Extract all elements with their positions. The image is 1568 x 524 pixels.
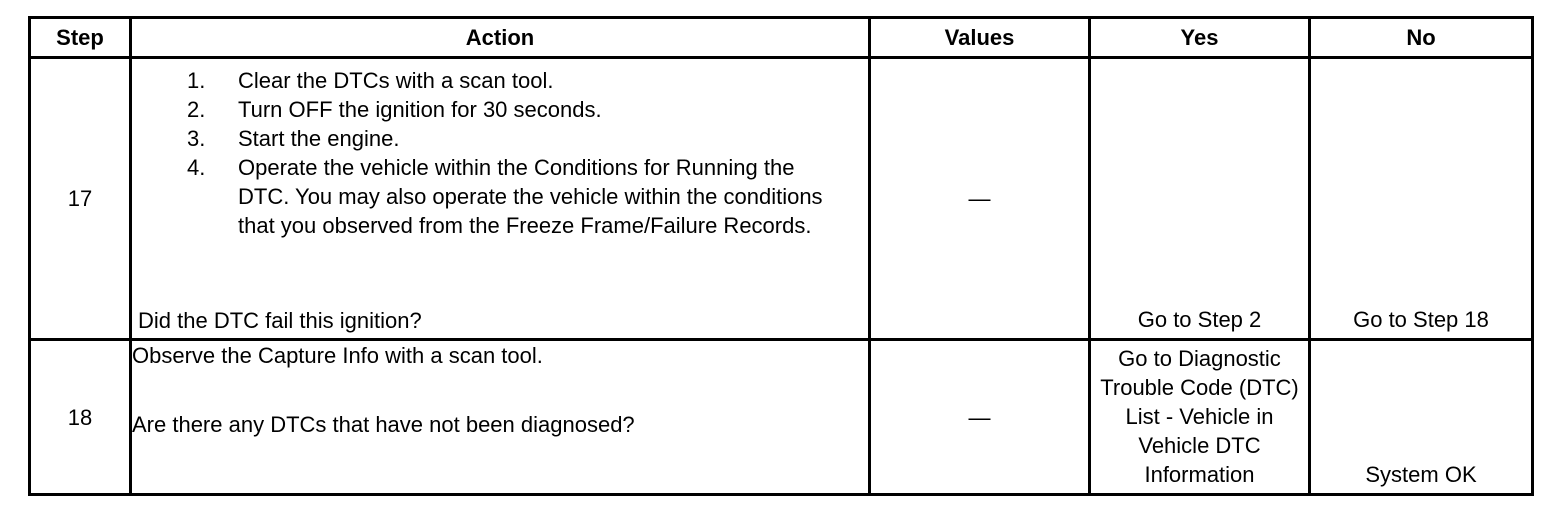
instruction-number: 3. <box>187 126 206 151</box>
no-result: System OK <box>1310 340 1533 495</box>
table-row-step-18 <box>30 340 1533 495</box>
header-values: Values <box>870 18 1090 58</box>
instruction-number: 2. <box>187 97 206 122</box>
header-no: No <box>1310 18 1533 58</box>
instruction-text: Operate the vehicle within the Conditions for Running the DTC. You may also operate the vehicle within the conditions that you observed from the Freeze Frame/Failure Records. <box>238 155 823 238</box>
instruction-item <box>132 124 868 153</box>
step-question: Are there any DTCs that have not been diagnosed? <box>132 412 635 437</box>
values-cell: — <box>870 58 1090 340</box>
no-result: Go to Step 18 <box>1310 58 1533 340</box>
instruction-number: 4. <box>187 155 206 180</box>
instruction-item <box>132 66 868 95</box>
instruction-item <box>132 153 868 240</box>
step-number: 17 <box>30 58 131 340</box>
table-row-step-17 <box>30 58 1533 340</box>
instruction-item <box>132 95 868 124</box>
instruction-number: 1. <box>187 68 206 93</box>
yes-result: Go to Step 2 <box>1090 58 1310 340</box>
header-action: Action <box>131 18 870 58</box>
instruction-text: Clear the DTCs with a scan tool. <box>238 68 554 93</box>
action-cell <box>131 340 870 495</box>
values-cell: — <box>870 340 1090 495</box>
instruction-text: Observe the Capture Info with a scan tool. <box>132 343 543 368</box>
header-yes: Yes <box>1090 18 1310 58</box>
step-number: 18 <box>30 340 131 495</box>
instruction-text: Start the engine. <box>238 126 400 151</box>
diagnostic-table <box>28 16 1534 496</box>
header-step: Step <box>30 18 131 58</box>
header-row <box>30 18 1533 58</box>
action-cell <box>131 58 870 340</box>
instruction-text: Turn OFF the ignition for 30 seconds. <box>238 97 602 122</box>
yes-result: Go to Diagnostic Trouble Code (DTC) List - Vehicle in Vehicle DTC Information <box>1090 340 1310 495</box>
instruction-list <box>132 59 868 240</box>
step-question: Did the DTC fail this ignition? <box>138 308 422 333</box>
